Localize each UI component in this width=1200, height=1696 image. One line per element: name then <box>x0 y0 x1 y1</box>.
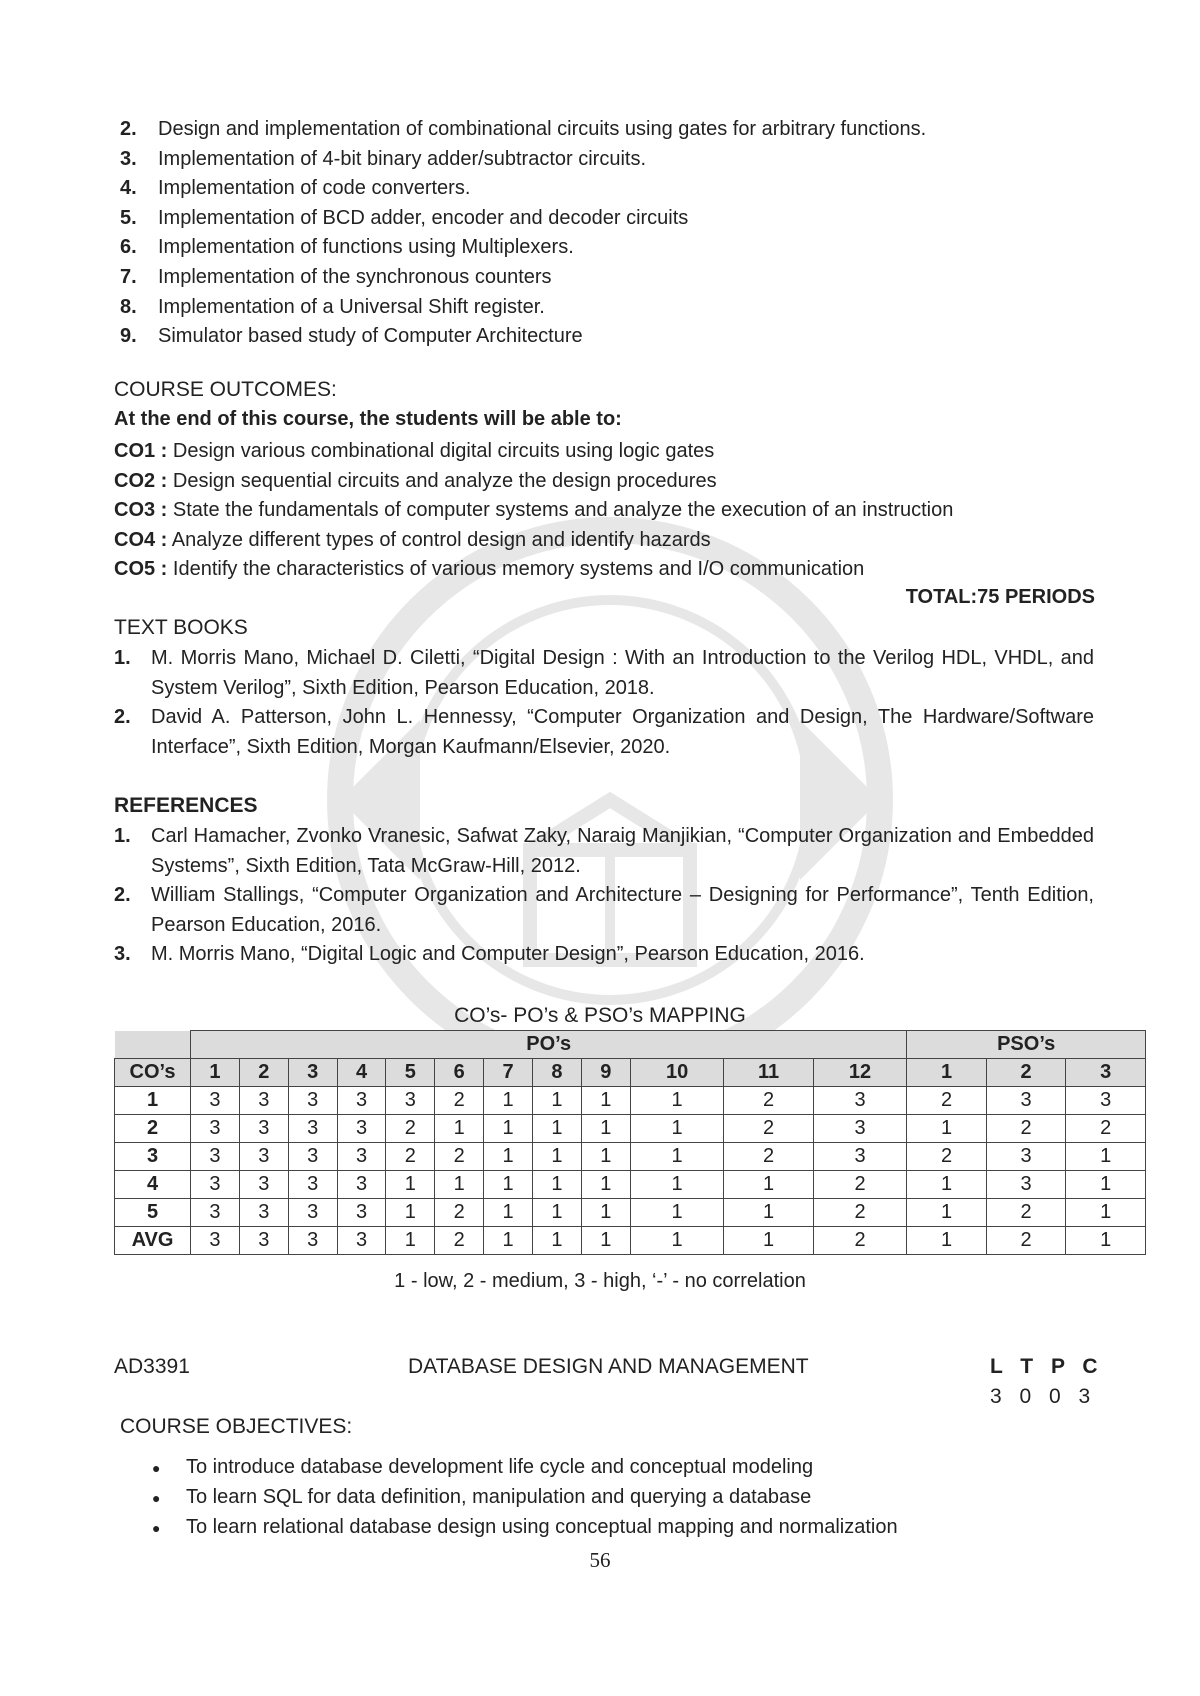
table-cell: 1 <box>581 1227 630 1255</box>
column-header: 3 <box>1066 1059 1146 1087</box>
table-cell: 1 <box>1066 1143 1146 1171</box>
column-header: 4 <box>337 1059 386 1087</box>
table-cell: 3 <box>1066 1087 1146 1115</box>
table-cell: 3 <box>239 1115 288 1143</box>
table-cell: 2 <box>386 1115 435 1143</box>
bullet-icon: ● <box>152 1490 161 1506</box>
ltpc-credits: 3 0 0 3 <box>990 1385 1097 1408</box>
table-cell: 3 <box>986 1143 1065 1171</box>
po-header: PO’s <box>191 1031 907 1059</box>
table-cell: 1 <box>533 1115 582 1143</box>
column-header: 8 <box>533 1059 582 1087</box>
list-item: 4. Implementation of code converters. <box>120 177 471 200</box>
table-cell: 3 <box>191 1115 240 1143</box>
list-item: ● To learn SQL for data definition, manipulation and querying a database <box>152 1482 898 1512</box>
table-cell: 3 <box>191 1143 240 1171</box>
table-cell: 3 <box>288 1199 337 1227</box>
table-cell: 3 <box>288 1171 337 1199</box>
course-outcomes-intro: At the end of this course, the students will be able to: <box>114 408 622 430</box>
column-header: 1 <box>191 1059 240 1087</box>
table-header-row <box>115 1031 1146 1059</box>
table-cell: 3 <box>986 1171 1065 1199</box>
course-title: DATABASE DESIGN AND MANAGEMENT <box>408 1355 809 1378</box>
column-header: 7 <box>484 1059 533 1087</box>
page-number: 56 <box>589 1548 611 1572</box>
table-cell: 1 <box>1066 1171 1146 1199</box>
table-cell: 1 <box>630 1227 724 1255</box>
table-cell: 3 <box>337 1199 386 1227</box>
table-cell: 3 <box>386 1087 435 1115</box>
co-po-mapping-table <box>114 1030 1146 1255</box>
table-cell: 1 <box>630 1199 724 1227</box>
table-cell: 1 <box>724 1227 813 1255</box>
table-row <box>115 1087 1146 1115</box>
table-cell: 1 <box>435 1171 484 1199</box>
table-cell: 1 <box>386 1227 435 1255</box>
column-header: 12 <box>813 1059 907 1087</box>
table-cell: 1 <box>386 1171 435 1199</box>
table-cell: 2 <box>907 1087 986 1115</box>
table-cell: 3 <box>288 1143 337 1171</box>
table-cell: 3 <box>813 1115 907 1143</box>
list-item: 1. M. Morris Mano, Michael D. Ciletti, “Digital Design : With an Introduction to the Verilog HDL, VHDL, and System Verilog”, Sixth Edition, Pearson Education, 2018. <box>114 647 1094 699</box>
course-code: AD3391 <box>114 1355 190 1378</box>
text-book-list <box>114 644 1094 762</box>
table-cell: 1 <box>533 1227 582 1255</box>
table-cell: 2 <box>435 1143 484 1171</box>
table-cell: 3 <box>337 1171 386 1199</box>
table-cell: 3 <box>191 1227 240 1255</box>
table-cell: 3 <box>239 1143 288 1171</box>
table-cell: 1 <box>484 1087 533 1115</box>
list-item: 2. David A. Patterson, John L. Hennessy, “Computer Organization and Design, The Hardware/Software Interface”, Sixth Edition, Morgan Kaufmann/Elsevier, 2020. <box>114 706 1094 758</box>
row-header: AVG <box>115 1227 191 1255</box>
table-cell: 3 <box>337 1087 386 1115</box>
table-cell: 3 <box>191 1199 240 1227</box>
course-objective-list <box>152 1452 898 1542</box>
row-header: 5 <box>115 1199 191 1227</box>
table-cell: 3 <box>239 1227 288 1255</box>
table-cell: 2 <box>813 1227 907 1255</box>
table-row <box>115 1115 1146 1143</box>
ltpc-header: L T P C <box>990 1355 1104 1378</box>
column-header: 3 <box>288 1059 337 1087</box>
course-objectives-heading: COURSE OBJECTIVES: <box>120 1415 353 1438</box>
column-header: 10 <box>630 1059 724 1087</box>
table-cell: 1 <box>724 1171 813 1199</box>
list-item: CO3 : State the fundamentals of computer systems and analyze the execution of an instruction <box>114 499 954 522</box>
table-cell: 1 <box>533 1199 582 1227</box>
column-header: 11 <box>724 1059 813 1087</box>
lab-experiment-list <box>120 115 926 352</box>
table-cell: 2 <box>986 1227 1065 1255</box>
column-header: 2 <box>986 1059 1065 1087</box>
list-item: 3. M. Morris Mano, “Digital Logic and Computer Design”, Pearson Education, 2016. <box>114 943 865 966</box>
table-cell: 3 <box>288 1115 337 1143</box>
table-cell: 1 <box>484 1115 533 1143</box>
list-item: 2. Design and implementation of combinational circuits using gates for arbitrary functions. <box>120 118 927 140</box>
table-cell: 1 <box>630 1087 724 1115</box>
table-cell: 1 <box>630 1115 724 1143</box>
reference-list <box>114 822 1094 970</box>
table-cell: 1 <box>533 1143 582 1171</box>
table-cell: 2 <box>813 1171 907 1199</box>
table-cell: 1 <box>484 1171 533 1199</box>
table-cell: 1 <box>1066 1227 1146 1255</box>
list-item: CO1 : Design various combinational digital circuits using logic gates <box>114 440 715 462</box>
table-cell: 1 <box>581 1143 630 1171</box>
table-cell: 1 <box>907 1227 986 1255</box>
references-heading: REFERENCES <box>114 794 258 817</box>
row-header: 1 <box>115 1087 191 1115</box>
list-item: 1. Carl Hamacher, Zvonko Vranesic, Safwat Zaky, Naraig Manjikian, “Computer Organization and Embedded Systems”, Sixth Edition, Tata McGraw-Hill, 2012. <box>114 825 1094 877</box>
table-cell: 2 <box>435 1227 484 1255</box>
row-header: 2 <box>115 1115 191 1143</box>
table-column-header-row <box>115 1059 1146 1087</box>
table-cell: 3 <box>288 1227 337 1255</box>
table-cell: 1 <box>386 1199 435 1227</box>
table-cell: 2 <box>435 1087 484 1115</box>
list-item: CO4 : Analyze different types of control design and identify hazards <box>114 528 711 551</box>
table-cell: 1 <box>581 1087 630 1115</box>
table-cell: 1 <box>484 1199 533 1227</box>
table-row <box>115 1143 1146 1171</box>
table-cell: 2 <box>435 1199 484 1227</box>
table-cell: 2 <box>1066 1115 1146 1143</box>
column-header: 1 <box>907 1059 986 1087</box>
table-cell: 1 <box>630 1171 724 1199</box>
table-cell: 3 <box>813 1087 907 1115</box>
table-cell: 3 <box>191 1087 240 1115</box>
table-cell: 3 <box>337 1115 386 1143</box>
list-item: 7. Implementation of the synchronous counters <box>120 265 552 288</box>
table-cell: 1 <box>484 1143 533 1171</box>
co-header: CO’s <box>115 1059 191 1087</box>
table-cell: 3 <box>239 1199 288 1227</box>
column-header: 6 <box>435 1059 484 1087</box>
table-cell: 2 <box>724 1143 813 1171</box>
table-cell: 3 <box>813 1143 907 1171</box>
table-cell: 1 <box>533 1087 582 1115</box>
list-item: CO5 : Identify the characteristics of various memory systems and I/O communication <box>114 558 865 581</box>
list-item: 8. Implementation of a Universal Shift register. <box>120 295 545 318</box>
course-outcomes-heading: COURSE OUTCOMES: <box>114 378 337 401</box>
table-cell: 2 <box>813 1199 907 1227</box>
list-item: ● To introduce database development life cycle and conceptual modeling <box>152 1452 898 1482</box>
list-item: 2. William Stallings, “Computer Organization and Architecture – Designing for Performance”, Tenth Edition, Pearson Education, 2016. <box>114 884 1094 936</box>
table-cell: 1 <box>484 1227 533 1255</box>
table-cell: 3 <box>239 1171 288 1199</box>
pso-header: PSO’s <box>907 1031 1146 1059</box>
course-outcome-list <box>114 437 953 585</box>
table-cell: 3 <box>288 1087 337 1115</box>
table-cell: 1 <box>581 1199 630 1227</box>
column-header: 5 <box>386 1059 435 1087</box>
table-cell: 3 <box>337 1227 386 1255</box>
table-cell: 2 <box>986 1199 1065 1227</box>
table-cell: 3 <box>337 1143 386 1171</box>
table-cell: 1 <box>581 1115 630 1143</box>
mapping-title: CO’s- PO’s & PSO’s MAPPING <box>454 1004 746 1027</box>
table-cell: 1 <box>907 1115 986 1143</box>
table-cell: 3 <box>191 1171 240 1199</box>
table-cell: 2 <box>724 1115 813 1143</box>
table-cell: 1 <box>907 1199 986 1227</box>
table-row <box>115 1227 1146 1255</box>
row-header: 3 <box>115 1143 191 1171</box>
total-periods: TOTAL:75 PERIODS <box>905 586 1095 608</box>
table-cell: 2 <box>386 1143 435 1171</box>
table-cell: 1 <box>533 1171 582 1199</box>
table-row <box>115 1199 1146 1227</box>
row-header: 4 <box>115 1171 191 1199</box>
list-item: 5. Implementation of BCD adder, encoder and decoder circuits <box>120 206 689 229</box>
bullet-icon: ● <box>152 1460 161 1476</box>
list-item: CO2 : Design sequential circuits and analyze the design procedures <box>114 469 717 492</box>
table-cell: 1 <box>907 1171 986 1199</box>
column-header: 9 <box>581 1059 630 1087</box>
list-item: ● To learn relational database design using conceptual mapping and normalization <box>152 1512 898 1542</box>
list-item: 9. Simulator based study of Computer Architecture <box>120 325 583 348</box>
column-header: 2 <box>239 1059 288 1087</box>
table-cell: 3 <box>239 1087 288 1115</box>
table-cell: 2 <box>907 1143 986 1171</box>
table-cell: 1 <box>1066 1199 1146 1227</box>
mapping-legend: 1 - low, 2 - medium, 3 - high, ‘-’ - no correlation <box>394 1270 806 1292</box>
table-cell: 1 <box>435 1115 484 1143</box>
table-cell: 2 <box>986 1115 1065 1143</box>
text-books-heading: TEXT BOOKS <box>114 616 248 639</box>
bullet-icon: ● <box>152 1520 161 1536</box>
table-cell: 3 <box>986 1087 1065 1115</box>
table-cell: 2 <box>724 1087 813 1115</box>
table-cell: 1 <box>724 1199 813 1227</box>
table-cell: 1 <box>581 1171 630 1199</box>
table-row <box>115 1171 1146 1199</box>
table-cell: 1 <box>630 1143 724 1171</box>
list-item: 6. Implementation of functions using Multiplexers. <box>120 236 574 259</box>
list-item: 3. Implementation of 4-bit binary adder/subtractor circuits. <box>120 147 646 170</box>
